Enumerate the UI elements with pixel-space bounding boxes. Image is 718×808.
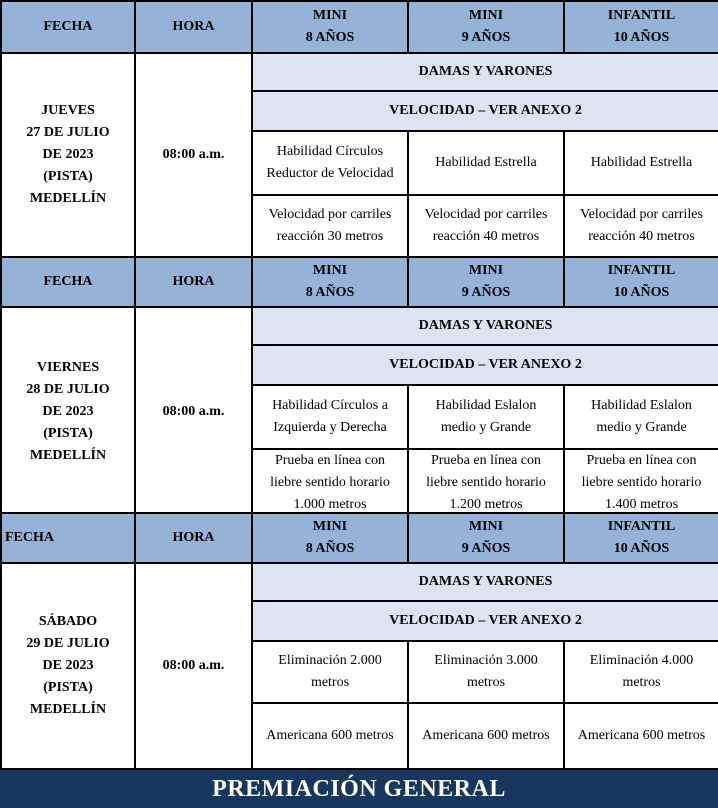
time-cell: 08:00 a.m.: [135, 563, 252, 769]
date-cell: JUEVES 27 DE JULIO DE 2023 (PISTA) MEDELLÍN: [1, 53, 135, 257]
category-header-mini-8: MINI 8 AÑOS: [252, 257, 408, 307]
event-cell: Habilidad Círculos Reductor de Velocidad: [252, 131, 408, 195]
fecha-header: FECHA: [1, 513, 135, 563]
event-cell: Velocidad por carriles reacción 40 metros: [408, 195, 564, 257]
awards-title: PREMIACIÓN GENERAL: [212, 775, 506, 802]
event-cell: Prueba en línea con liebre sentido horario 1.400 metros: [564, 449, 718, 517]
event-cell: Velocidad por carriles reacción 30 metros: [252, 195, 408, 257]
group-label: DAMAS Y VARONES: [252, 307, 718, 345]
event-cell: Prueba en línea con liebre sentido horario 1.000 metros: [252, 449, 408, 517]
hora-header: HORA: [135, 257, 252, 307]
category-header-mini-8: MINI 8 AÑOS: [252, 1, 408, 53]
date-cell: SÁBADO 29 DE JULIO DE 2023 (PISTA) MEDELLÍN: [1, 563, 135, 769]
fecha-header: FECHA: [1, 1, 135, 53]
category-header-infantil-10: INFANTIL 10 AÑOS: [564, 257, 718, 307]
event-cell: Americana 600 metros: [252, 703, 408, 769]
velocity-label: VELOCIDAD – VER ANEXO 2: [252, 91, 718, 131]
header-row: [1, 513, 718, 563]
event-cell: Eliminación 2.000 metros: [252, 641, 408, 703]
event-cell: Prueba en línea con liebre sentido horario 1.200 metros: [408, 449, 564, 517]
schedule-block-day-1: [0, 0, 718, 258]
hora-header: HORA: [135, 1, 252, 53]
event-cell: Habilidad Eslalon medio y Grande: [564, 385, 718, 449]
event-cell: Eliminación 3.000 metros: [408, 641, 564, 703]
event-cell: Americana 600 metros: [564, 703, 718, 769]
date-cell: VIERNES 28 DE JULIO DE 2023 (PISTA) MEDELLÍN: [1, 307, 135, 517]
hora-header: HORA: [135, 513, 252, 563]
velocity-label: VELOCIDAD – VER ANEXO 2: [252, 345, 718, 385]
velocity-label: VELOCIDAD – VER ANEXO 2: [252, 601, 718, 641]
schedule-block-day-2: [0, 256, 718, 518]
event-cell: Americana 600 metros: [408, 703, 564, 769]
awards-banner: [0, 768, 718, 808]
event-cell: Habilidad Círculos a Izquierda y Derecha: [252, 385, 408, 449]
schedule-block-day-3: [0, 512, 718, 770]
time-cell: 08:00 a.m.: [135, 53, 252, 257]
event-cell: Habilidad Estrella: [564, 131, 718, 195]
category-header-mini-8: MINI 8 AÑOS: [252, 513, 408, 563]
event-cell: Habilidad Eslalon medio y Grande: [408, 385, 564, 449]
event-cell: Habilidad Estrella: [408, 131, 564, 195]
category-header-infantil-10: INFANTIL 10 AÑOS: [564, 513, 718, 563]
category-header-mini-9: MINI 9 AÑOS: [408, 257, 564, 307]
category-header-mini-9: MINI 9 AÑOS: [408, 513, 564, 563]
fecha-header: FECHA: [1, 257, 135, 307]
group-label: DAMAS Y VARONES: [252, 563, 718, 601]
header-row: [1, 257, 718, 307]
category-header-mini-9: MINI 9 AÑOS: [408, 1, 564, 53]
event-cell: Velocidad por carriles reacción 40 metros: [564, 195, 718, 257]
event-cell: Eliminación 4.000 metros: [564, 641, 718, 703]
category-header-infantil-10: INFANTIL 10 AÑOS: [564, 1, 718, 53]
group-label: DAMAS Y VARONES: [252, 53, 718, 91]
header-row: [1, 1, 718, 53]
time-cell: 08:00 a.m.: [135, 307, 252, 517]
